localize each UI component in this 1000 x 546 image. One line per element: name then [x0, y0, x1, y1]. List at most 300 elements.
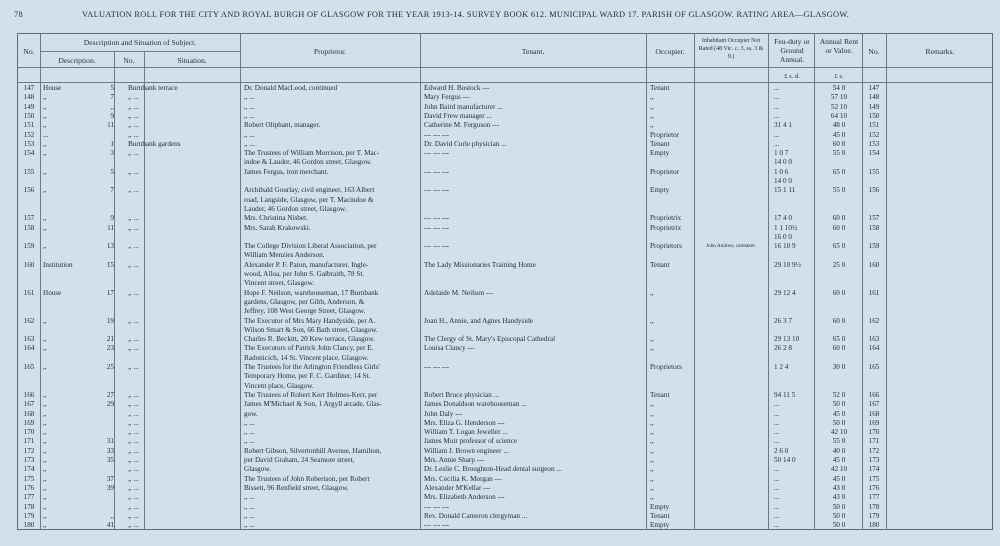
cell-no2: 170 — [868, 428, 880, 437]
table-row — [18, 298, 992, 307]
cell-occ: Proprietor — [650, 167, 680, 176]
cell-hno: 21 — [106, 335, 114, 344]
cell-no: 174 — [23, 465, 35, 474]
cell-no2: 160 — [868, 260, 880, 269]
cell-feu: ... — [774, 102, 780, 111]
cell-prop: Vincent place, Glasgow. — [244, 381, 314, 390]
table-row — [18, 186, 992, 195]
cell-desc: House — [43, 288, 62, 297]
cell-sit: ,, ... — [128, 223, 139, 232]
cell-occ: ,, — [650, 456, 654, 464]
cell-prop: Hope F. Neilson, warehouseman, 17 Burnbank — [244, 288, 379, 297]
cell-prop: ,, ... — [244, 437, 255, 446]
cell-ten: Rev. Donald Cameron clergyman ... — [424, 511, 528, 520]
cell-prop: The Trustees of Robert Kerr Holmes-Kerr, per — [244, 390, 378, 399]
cell-desc: ,, — [43, 335, 47, 344]
cell-sit: ,, ... — [128, 167, 139, 176]
cell-sit: ,, ... — [128, 521, 139, 530]
cell-no: 175 — [23, 474, 35, 483]
table-row — [18, 112, 992, 121]
cell-ten: Edward H. Bostock --- — [424, 84, 490, 92]
cell-feu: 15 1 11 — [774, 186, 796, 195]
cell-desc: ,, — [43, 474, 47, 483]
cell-hno: 39 — [106, 483, 114, 492]
table-row — [18, 475, 992, 484]
cell-desc: ,, — [43, 344, 47, 353]
cell-prop: road, Langside, Glasgow, per T. Macindoe & — [244, 195, 374, 204]
cell-no: 178 — [23, 502, 35, 511]
cell-occ: Tenant — [650, 84, 670, 92]
cell-hno: 35 — [106, 456, 114, 464]
col-header-desc-group: Description and Situation of Subject. — [83, 38, 197, 47]
cell-sit: ,, ... — [128, 93, 139, 102]
cell-occ: ,, — [650, 418, 654, 427]
col-header-no: No. — [23, 47, 35, 56]
cell-desc: ,, — [43, 111, 47, 120]
table-row — [18, 214, 992, 223]
cell-occ: ,, — [650, 474, 654, 483]
cell-no2: 158 — [868, 223, 880, 232]
cell-desc: ,, — [43, 483, 47, 492]
col-header-house-no: No. — [123, 56, 135, 65]
cell-ten: William T. Logan Jeweller ... — [424, 428, 508, 437]
cell-rent: 48 0 — [832, 121, 846, 130]
table-row — [18, 224, 992, 233]
cell-no: 180 — [23, 521, 35, 530]
cell-no: 163 — [23, 335, 35, 344]
cell-feu: 1 0 7 — [774, 149, 789, 158]
cell-no2: 149 — [868, 102, 880, 111]
cell-hno: 41 — [106, 521, 114, 530]
cell-prop: ,, ... — [244, 521, 255, 530]
table-row — [18, 261, 992, 270]
cell-sit: ,, ... — [128, 483, 139, 492]
cell-prop: William Menzies Anderson. — [244, 251, 325, 260]
cell-prop: James Fergus, iron merchant. — [244, 167, 329, 176]
cell-rent: 50 0 — [832, 502, 846, 511]
cell-no2: 155 — [868, 167, 880, 176]
cell-no: 176 — [23, 483, 35, 492]
cell-feu: ... — [774, 521, 780, 530]
table-row — [18, 391, 992, 400]
cell-ten: Alexander M'Kellar --- — [424, 483, 491, 492]
cell-desc: ,, — [43, 363, 47, 371]
cell-rent: 25 0 — [832, 260, 846, 269]
cell-ten: --- --- --- — [424, 223, 450, 232]
cell-ten: --- --- --- — [424, 149, 450, 158]
cell-rent: 43 0 — [832, 493, 846, 502]
cell-desc: ,, — [43, 409, 47, 418]
cell-desc: ,, — [43, 139, 47, 148]
col-header-tenant: Tenant. — [521, 47, 545, 56]
cell-prop: The Executors of Patrick John Clancy, per E. — [244, 344, 374, 353]
cell-sit: ,, ... — [128, 260, 139, 269]
cell-no: 150 — [23, 111, 35, 120]
cell-sit: Burnbank terrace — [128, 84, 178, 92]
cell-desc: ,, — [43, 167, 47, 176]
cell-no: 162 — [23, 316, 35, 325]
cell-ten: Robert Bruce physician ... — [424, 390, 500, 399]
cell-feu: ... — [774, 502, 780, 511]
cell-ten: --- --- --- — [424, 167, 450, 176]
cell-occ: Empty — [650, 502, 670, 511]
cell-prop: gardens, Glasgow, per Gibb, Anderson, & — [244, 297, 365, 306]
cell-sit: ,, ... — [128, 121, 139, 130]
table-row — [18, 503, 992, 512]
table-row — [18, 326, 992, 335]
cell-rent: 45 0 — [832, 474, 846, 483]
cell-feu: ... — [774, 493, 780, 502]
cell-feu: 29 13 10 — [774, 335, 800, 344]
cell-desc: ,, — [43, 418, 47, 427]
cell-hno: 11 — [107, 223, 114, 232]
cell-prop: Wilson Smart & Son, 66 Bath street, Glasgow. — [244, 325, 378, 334]
cell-ten: The Clergy of St. Mary's Episcopal Cathedral — [424, 335, 556, 344]
cell-no2: 152 — [868, 130, 880, 139]
cell-feu: ... — [774, 139, 780, 148]
table-row — [18, 103, 992, 112]
cell-sit: ,, ... — [128, 502, 139, 511]
table-row — [18, 493, 992, 502]
cell-occ: Tenant — [650, 139, 670, 148]
cell-rent: 60 0 — [832, 344, 846, 353]
cell-sit: ,, ... — [128, 456, 139, 464]
cell-rent: 54 0 — [832, 84, 846, 92]
table-row — [18, 270, 992, 279]
cell-no: 167 — [23, 400, 35, 409]
cell-rent: 50 0 — [832, 511, 846, 520]
cell-ten: Louisa Clancy --- — [424, 344, 475, 353]
cell-ten: --- --- --- — [424, 130, 450, 139]
cell-hno: 11 — [107, 121, 114, 130]
cell-occ: ,, — [650, 102, 654, 111]
cell-no2: 148 — [868, 93, 880, 102]
cell-ten: James Donaldson warehouseman ... — [424, 400, 527, 409]
table-row — [18, 484, 992, 493]
cell-hno: ,, — [110, 102, 114, 111]
cell-rent: 43 0 — [832, 483, 846, 492]
cell-feu: 26 2 8 — [774, 344, 792, 353]
cell-sit: ,, ... — [128, 428, 139, 437]
cell-occ: Tenant — [650, 390, 670, 399]
page-header — [14, 10, 990, 24]
cell-feu: 14 0 0 — [774, 177, 792, 185]
cell-feu: 31 4 1 — [774, 121, 792, 130]
cell-occ: Proprietrix — [650, 223, 682, 232]
cell-no2: 163 — [868, 335, 880, 344]
cell-ten: Mrs. Cecilia K. Morgan --- — [424, 474, 502, 483]
cell-no2: 153 — [868, 139, 880, 148]
cell-occ: ,, — [650, 121, 654, 130]
cell-hno: 1 — [110, 139, 114, 148]
cell-occ: ,, — [650, 93, 654, 102]
cell-feu: ... — [774, 409, 780, 418]
cell-desc: House — [43, 84, 62, 92]
cell-no: 158 — [23, 223, 35, 232]
table-row — [18, 317, 992, 326]
cell-ten: David Frew manager ... — [424, 111, 492, 120]
cell-desc: ,, — [43, 521, 47, 530]
cell-feu: 94 11 5 — [774, 390, 796, 399]
cell-feu: ... — [774, 428, 780, 437]
table-row — [18, 149, 992, 158]
cell-feu: 16 0 0 — [774, 232, 792, 241]
cell-feu: ... — [774, 483, 780, 492]
cell-prop: The Trustees for the Arlington Friendless Girls' — [244, 363, 380, 371]
cell-hno: 27 — [106, 390, 114, 399]
cell-prop: Alexander P. F. Paton, manufacturer, Ingle- — [244, 260, 369, 269]
table-row — [18, 465, 992, 474]
cell-prop: Temporary Home, per F. C. Gardiner, 14 St. — [244, 372, 371, 381]
cell-rent: 52 10 — [830, 102, 848, 111]
cell-inh: John Andrew, caretaker. — [706, 243, 756, 250]
cell-desc: ,, — [43, 390, 47, 399]
table-row — [18, 251, 992, 260]
cell-hno: 23 — [106, 344, 114, 353]
cell-rent: 45 0 — [832, 409, 846, 418]
col-header-feu-duty: Feu-duty or Ground Annual. — [774, 37, 810, 64]
cell-prop: Archibald Gourlay, civil engineer, 163 Albert — [244, 186, 375, 195]
cell-rent: 50 0 — [832, 521, 846, 530]
cell-sit: ,, ... — [128, 288, 139, 297]
cell-ten: Mary Fergus --- — [424, 93, 470, 102]
cell-feu: 26 3 7 — [774, 316, 792, 325]
cell-rent: 45 0 — [832, 130, 846, 139]
table-row — [18, 177, 992, 186]
cell-rent: 30 0 — [832, 363, 846, 371]
cell-no2: 177 — [868, 493, 880, 502]
cell-prop: ,, ... — [244, 130, 255, 139]
cell-ten: James Muir professor of science — [424, 437, 518, 446]
cell-occ: Tenant — [650, 260, 670, 269]
cell-occ: ,, — [650, 428, 654, 437]
cell-desc: ,, — [43, 511, 47, 520]
cell-desc: ,, — [43, 102, 47, 111]
cell-no: 170 — [23, 428, 35, 437]
cell-occ: Empty — [650, 149, 670, 158]
cell-prop: ,, ... — [244, 511, 255, 520]
cell-occ: ,, — [650, 465, 654, 474]
cell-desc: Institution — [43, 260, 73, 269]
cell-prop: Vincent street, Glasgow. — [244, 279, 315, 288]
cell-no: 147 — [23, 84, 35, 92]
table-row — [18, 168, 992, 177]
cell-occ: ,, — [650, 409, 654, 418]
cell-no2: 162 — [868, 316, 880, 325]
cell-ten: Catherine M. Ferguson --- — [424, 121, 500, 130]
cell-rent: 42 10 — [830, 465, 848, 474]
cell-desc: ,, — [43, 214, 47, 223]
cell-desc: ,, — [43, 242, 47, 251]
cell-no: 177 — [23, 493, 35, 502]
table-row — [18, 400, 992, 409]
page-title: VALUATION ROLL FOR THE CITY AND ROYAL BURGH OF GLASGOW FOR THE YEAR 1913-14. SURVEY BOOK 612. MUNICIPAL WARD 17. PARISH OF GLASGOW. RATING AREA—GLASGOW. — [82, 10, 850, 19]
cell-sit: ,, ... — [128, 390, 139, 399]
cell-occ: Empty — [650, 521, 670, 530]
col-header-occupier: Occupier. — [655, 47, 685, 56]
cell-occ: Proprietrix — [650, 214, 682, 223]
cell-rent: 65 0 — [832, 242, 846, 251]
cell-ten: William J. Brown engineer ... — [424, 446, 509, 455]
cell-rent: 52 0 — [832, 390, 846, 399]
valuation-table — [17, 33, 993, 530]
cell-feu: 16 10 9 — [774, 242, 796, 251]
table-row — [18, 233, 992, 242]
table-row — [18, 242, 992, 251]
cell-rent: 60 0 — [832, 214, 846, 223]
cell-sit: ,, ... — [128, 186, 139, 195]
table-row — [18, 382, 992, 391]
cell-sit: ,, ... — [128, 242, 139, 251]
cell-sit: ,, ... — [128, 363, 139, 371]
cell-prop: ,, ... — [244, 111, 255, 120]
cell-hno: 29 — [106, 400, 114, 409]
cell-no2: 179 — [868, 511, 880, 520]
cell-desc: ,, — [43, 428, 47, 437]
cell-no: 161 — [23, 288, 35, 297]
cell-rent: 60 0 — [832, 139, 846, 148]
cell-prop: ,, ... — [244, 139, 255, 148]
cell-prop: ,, ... — [244, 102, 255, 111]
cell-no2: 172 — [868, 446, 880, 455]
cell-prop: Glasgow. — [244, 465, 271, 474]
cell-no: 179 — [23, 511, 35, 520]
col-header-situation: Situation. — [177, 56, 207, 65]
cell-ten: John Baird manufacturer ... — [424, 102, 503, 111]
cell-desc: ,, — [43, 223, 47, 232]
cell-sit: ,, ... — [128, 130, 139, 139]
cell-ten: Joan H., Annie, and Agnes Handyside — [424, 316, 533, 325]
header-rule — [40, 51, 240, 52]
cell-hno: 25 — [106, 363, 114, 371]
cell-prop: Robert Gibson, Silvertonhill Avenue, Hamilton, — [244, 446, 382, 455]
cell-prop: ,, ... — [244, 93, 255, 102]
cell-ten: Adelaide M. Neilson --- — [424, 288, 494, 297]
table-row — [18, 131, 992, 140]
cell-occ: ,, — [650, 111, 654, 120]
cell-prop: Lauder, 46 Gordon street, Glasgow. — [244, 204, 347, 213]
cell-no2: 176 — [868, 483, 880, 492]
cell-hno: 37 — [106, 474, 114, 483]
table-row — [18, 344, 992, 353]
cell-feu: ... — [774, 400, 780, 409]
cell-ten: --- --- --- — [424, 242, 450, 251]
col-header-ls: £ s. — [834, 73, 844, 80]
cell-feu: ... — [774, 437, 780, 446]
cell-occ: ,, — [650, 316, 654, 325]
cell-sit: ,, ... — [128, 418, 139, 427]
table-row — [18, 521, 992, 530]
cell-ten: Mrs. Elizabeth Anderson --- — [424, 493, 505, 502]
cell-occ: ,, — [650, 483, 654, 492]
cell-ten: --- --- --- — [424, 214, 450, 223]
cell-prop: ,, ... — [244, 502, 255, 511]
cell-desc: ,, — [43, 437, 47, 446]
cell-prop: gow. — [244, 409, 258, 418]
cell-feu: ... — [774, 511, 780, 520]
cell-occ: Proprietor — [650, 130, 680, 139]
cell-desc: ... — [43, 130, 49, 139]
table-row — [18, 93, 992, 102]
cell-rent: 65 0 — [832, 335, 846, 344]
cell-occ: ,, — [650, 344, 654, 353]
cell-no2: 175 — [868, 474, 880, 483]
cell-desc: ,, — [43, 149, 47, 158]
cell-hno: 19 — [106, 316, 114, 325]
cell-sit: ,, ... — [128, 316, 139, 325]
cell-prop: ,, ... — [244, 493, 255, 502]
cell-feu: 14 0 0 — [774, 158, 792, 167]
header-rule — [18, 82, 992, 83]
cell-sit: ,, ... — [128, 344, 139, 353]
cell-prop: James M'Michael & Son, 1 Argyll arcade, Glas- — [244, 400, 382, 409]
table-row — [18, 205, 992, 214]
cell-rent: 50 0 — [832, 418, 846, 427]
cell-no2: 156 — [868, 186, 880, 195]
cell-ten: --- --- --- — [424, 186, 450, 195]
cell-no: 166 — [23, 390, 35, 399]
cell-feu: ... — [774, 111, 780, 120]
cell-desc: ,, — [43, 456, 47, 464]
cell-prop: Robert Oliphant, manager. — [244, 121, 321, 130]
table-row — [18, 447, 992, 456]
cell-no2: 167 — [868, 400, 880, 409]
cell-rent: 65 0 — [832, 167, 846, 176]
table-row — [18, 437, 992, 446]
cell-occ: ,, — [650, 400, 654, 409]
cell-no: 169 — [23, 418, 35, 427]
table-row — [18, 140, 992, 149]
col-header-inhabitant: Inhabitant Occupier Not Rated (48 Vic. c. 3, ss. 3 & 9.) — [698, 38, 764, 60]
table-row — [18, 121, 992, 130]
cell-feu: 1 1 10½ — [774, 223, 798, 232]
cell-rent: 60 0 — [832, 316, 846, 325]
cell-sit: ,, ... — [128, 465, 139, 474]
cell-prop: The College Division Liberal Association, per — [244, 242, 377, 251]
cell-no2: 168 — [868, 409, 880, 418]
cell-ten: Mrs. Annie Sharp --- — [424, 456, 484, 464]
table-row — [18, 307, 992, 316]
table-row — [18, 196, 992, 205]
cell-ten: --- --- --- — [424, 502, 450, 511]
cell-no: 171 — [23, 437, 35, 446]
cell-rent: 60 0 — [832, 288, 846, 297]
cell-no: 148 — [23, 93, 35, 102]
cell-no: 164 — [23, 344, 35, 353]
cell-sit: ,, ... — [128, 474, 139, 483]
cell-no: 173 — [23, 456, 35, 464]
table-row — [18, 512, 992, 521]
cell-no2: 154 — [868, 149, 880, 158]
cell-no: 168 — [23, 409, 35, 418]
cell-no2: 173 — [868, 456, 880, 464]
cell-desc: ,, — [43, 446, 47, 455]
table-row — [18, 354, 992, 363]
cell-desc: ,, — [43, 493, 47, 502]
cell-prop: ,, ... — [244, 428, 255, 437]
cell-hno: ,, — [110, 511, 114, 520]
cell-occ: ,, — [650, 335, 654, 344]
cell-no2: 174 — [868, 465, 880, 474]
cell-rent: 55 0 — [832, 186, 846, 195]
cell-no2: 157 — [868, 214, 880, 223]
cell-rent: 55 0 — [832, 437, 846, 446]
cell-no: 159 — [23, 242, 35, 251]
cell-ten: Dr. David Curle physician ... — [424, 139, 507, 148]
page-number: 78 — [14, 10, 23, 19]
cell-hno: 15 — [106, 260, 114, 269]
table-row — [18, 456, 992, 465]
